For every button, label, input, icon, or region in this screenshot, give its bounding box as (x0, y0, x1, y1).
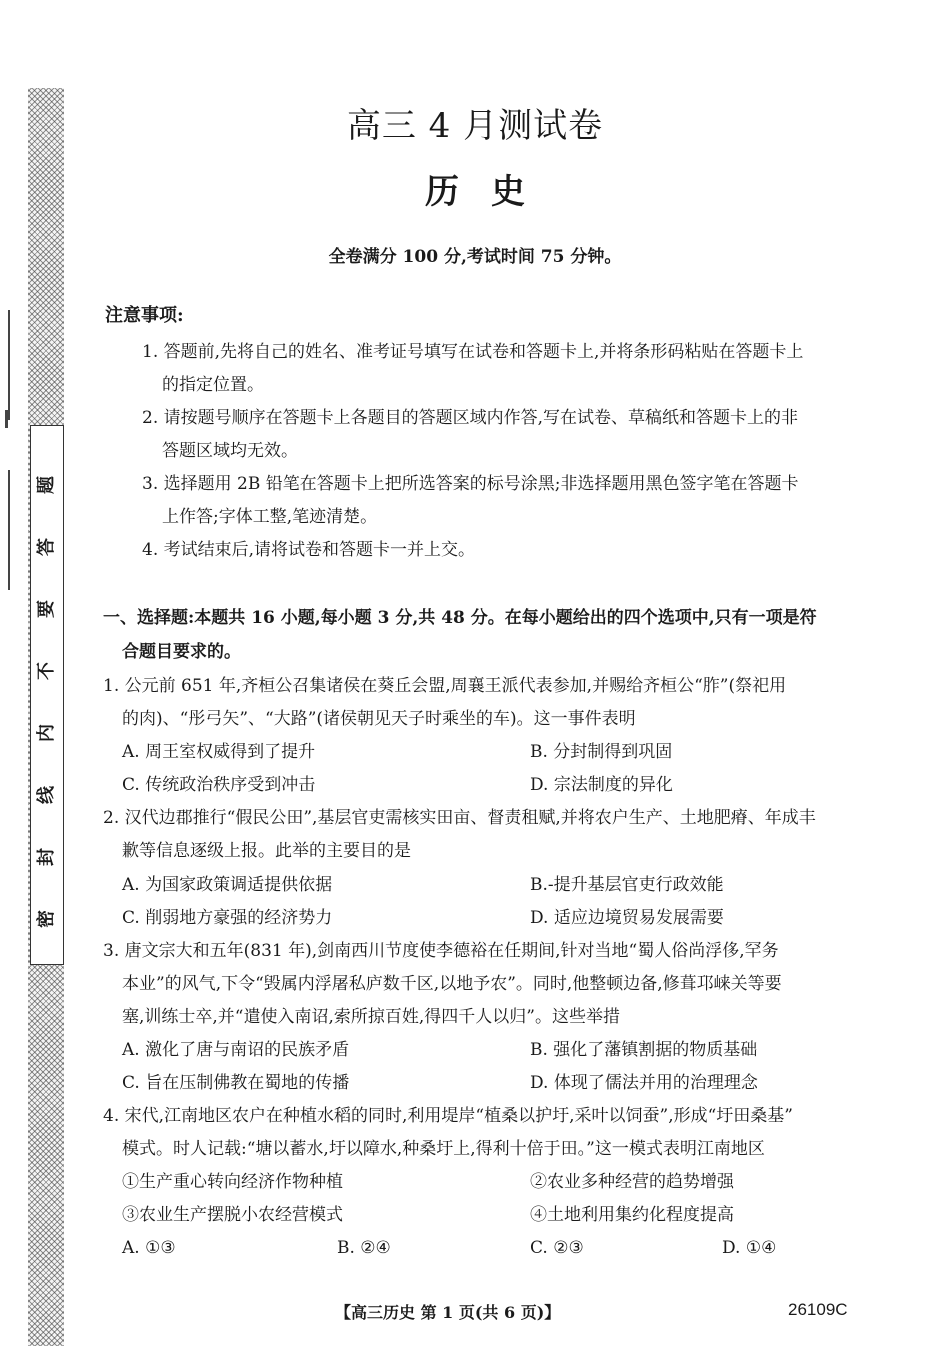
footer-paper-code: 26109C (788, 1300, 848, 1319)
q2-stem-line-1: 2. 汉代边郡推行“假民公田”,基层官吏需核实田亩、督责租赋,并将农户生产、土地肥瘠、年成丰 (103, 808, 816, 828)
q1-option-d: D. 宗法制度的异化 (530, 775, 673, 795)
q3-option-a: A. 激化了唐与南诏的民族矛盾 (122, 1040, 350, 1060)
seal-notice-box (30, 425, 64, 965)
q1-option-b: B. 分封制得到巩固 (530, 742, 673, 762)
q2-option-a: A. 为国家政策调适提供依据 (122, 875, 333, 895)
q4-stem-line-2: 模式。时人记载:“塘以蓄水,圩以障水,种桑圩上,得利十倍于田。”这一模式表明江南地区 (122, 1139, 765, 1159)
binding-line (8, 310, 10, 420)
exam-title: 高三 4 月测试卷 (346, 106, 604, 146)
seal-char: 封 (36, 848, 57, 866)
notice-3-line-2: 上作答;字体工整,笔迹清楚。 (162, 507, 378, 527)
seal-char: 线 (36, 786, 57, 804)
q2-stem-line-2: 歉等信息逐级上报。此举的主要目的是 (122, 841, 411, 861)
binding-tick (5, 410, 8, 428)
seal-char: 不 (36, 662, 57, 680)
q4-statement-1: ①生产重心转向经济作物种植 (122, 1172, 343, 1192)
q4-statement-4: ④土地利用集约化程度提高 (530, 1205, 734, 1225)
notices-heading: 注意事项: (105, 305, 184, 326)
notice-1-line-2: 的指定位置。 (162, 375, 264, 395)
q3-option-b: B. 强化了藩镇割据的物质基础 (530, 1040, 758, 1060)
seal-char: 要 (36, 600, 57, 618)
q2-option-b: B.-提升基层官吏行政效能 (530, 875, 724, 895)
notice-2-line-1: 2. 请按题号顺序在答题卡上各题目的答题区域内作答,写在试卷、草稿纸和答题卡上的非 (142, 408, 799, 428)
seal-char: 内 (36, 724, 57, 742)
seal-char: 密 (36, 910, 57, 928)
q1-option-a: A. 周王室权威得到了提升 (122, 742, 316, 762)
q4-option-c: C. ②③ (530, 1238, 584, 1258)
q3-stem-line-1: 3. 唐文宗大和五年(831 年),剑南西川节度使李德裕在任期间,针对当地“蜀人俗尚浮侈,罕务 (103, 941, 779, 961)
notice-1-line-1: 1. 答题前,先将自己的姓名、准考证号填写在试卷和答题卡上,并将条形码粘贴在答题卡上 (142, 342, 804, 362)
notice-2-line-2: 答题区域均无效。 (162, 441, 298, 461)
q4-option-a: A. ①③ (122, 1238, 176, 1258)
q3-option-c: C. 旨在压制佛教在蜀地的传播 (122, 1073, 350, 1093)
seal-char: 题 (36, 476, 57, 494)
q3-stem-line-2: 本业”的风气,下令“毁属内浮屠私庐数千区,以地予农”。同时,他整顿边备,修葺邛崃关等要 (122, 974, 782, 994)
subject-title: 历史 (425, 172, 557, 212)
q4-statement-3: ③农业生产摆脱小农经营模式 (122, 1205, 343, 1225)
q4-option-d: D. ①④ (722, 1238, 777, 1258)
q3-option-d: D. 体现了儒法并用的治理理念 (530, 1073, 758, 1093)
footer-page-label: 【高三历史 第 1 页(共 6 页)】 (335, 1303, 561, 1322)
q4-option-b: B. ②④ (337, 1238, 391, 1258)
score-info: 全卷满分 100 分,考试时间 75 分钟。 (328, 247, 622, 267)
seal-char: 答 (36, 538, 57, 556)
q2-option-d: D. 适应边境贸易发展需要 (530, 908, 724, 928)
section-heading-line-2: 合题目要求的。 (122, 642, 241, 662)
section-heading-line-1: 一、选择题:本题共 16 小题,每小题 3 分,共 48 分。在每小题给出的四个选项中,只有一项是符 (103, 608, 817, 628)
q4-stem-line-1: 4. 宋代,江南地区农户在种植水稻的同时,利用堤岸“植桑以护圩,采叶以饲蚕”,形成“圩田桑基” (103, 1106, 794, 1126)
q3-stem-line-3: 塞,训练士卒,并“遣使入南诏,索所掠百姓,得四千人以归”。这些举措 (122, 1007, 620, 1027)
q2-option-c: C. 削弱地方豪强的经济势力 (122, 908, 333, 928)
q1-stem-line-1: 1. 公元前 651 年,齐桓公召集诸侯在葵丘会盟,周襄王派代表参加,并赐给齐桓公“胙”(祭祀用 (103, 676, 787, 696)
notice-3-line-1: 3. 选择题用 2B 铅笔在答题卡上把所选答案的标号涂黑;非选择题用黑色签字笔在答题卡 (142, 474, 799, 494)
binding-line (8, 470, 10, 590)
q4-statement-2: ②农业多种经营的趋势增强 (530, 1172, 734, 1192)
notice-4: 4. 考试结束后,请将试卷和答题卡一并上交。 (142, 540, 476, 560)
q1-option-c: C. 传统政治秩序受到冲击 (122, 775, 316, 795)
q1-stem-line-2: 的肉)、“彤弓矢”、“大路”(诸侯朝见天子时乘坐的车)。这一事件表明 (122, 709, 636, 729)
